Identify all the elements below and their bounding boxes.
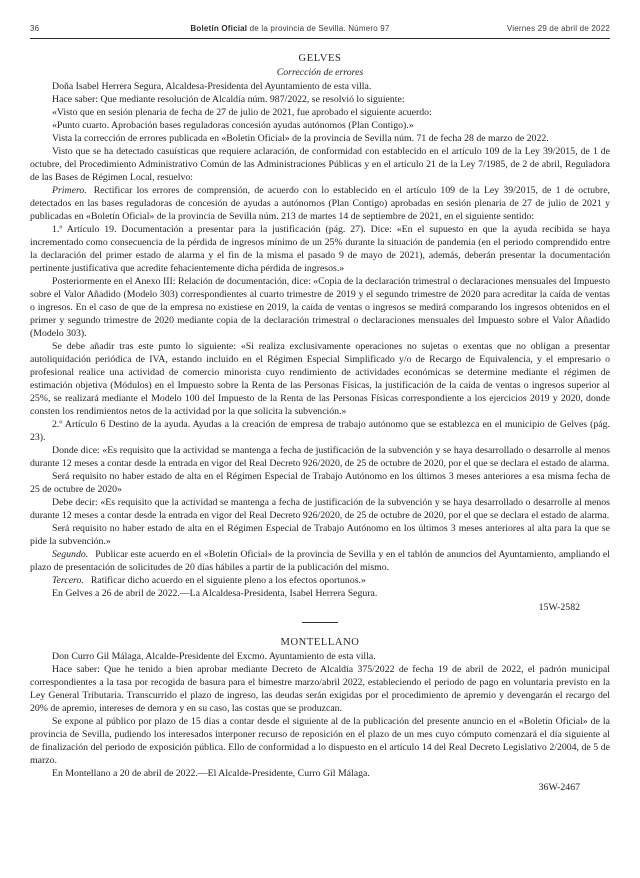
paragraph-text: Doña Isabel Herrera Segura, Alcaldesa-Presidenta del Ayuntamiento de esta villa.: [52, 81, 372, 92]
paragraph: [30, 522, 610, 548]
paragraph-text: Posteriormente en el Anexo III: Relación de documentación, dice: «Copia de la declaración trimestral o declaraciones mensuales del Impuesto sobre el Valor Añadido (Modelo 303) correspondientes al cuarto trimestre de 2019 y el segundo trimestre de 2020 para acreditar la caída de ventas o ingresos. En el caso de que de la empresa no existiese en 2019, la caída de ventas o ingresos se medirá comparando los ingresos obtenidos en el primer y segundo trimestre de 2020 mediante copia de la declaración trimestral o declaraciones mensuales del Impuesto sobre el Valor Añadido (Modelo 303).: [30, 276, 610, 339]
paragraph-text: Hace saber: Que he tenido a bien aprobar mediante Decreto de Alcaldía 375/2022 de fecha 19 de abril de 2022, el padrón municipal correspondientes a la tasa por recogida de basura para el bimestre marzo/abril 2022, estableciendo el periodo de pago en voluntaria previsto en la Ley General Tributaria. Transcurrido el plazo de ingreso, las deudas serán exigidas por el procedimiento de apremio y devengarán el recargo del 20% de apremio, intereses de demora y en su caso, las costas que se produzcan.: [30, 664, 610, 714]
paragraph: [30, 275, 610, 340]
paragraph: [30, 470, 610, 496]
paragraph: [30, 340, 610, 418]
paragraph-lead: Segundo.: [52, 549, 89, 560]
gelves-section-title: GELVES: [298, 53, 342, 64]
paragraph: [30, 574, 610, 587]
gelves-section-subtitle: Corrección de errores: [276, 67, 364, 78]
paragraph-text: Será requisito no haber estado de alta en el Régimen Especial de Trabajo Autónomo en los últimos 3 meses anteriores a esa misma fecha de 25 de octubre de 2020»: [30, 471, 610, 495]
paragraph: [30, 132, 610, 145]
bulletin-title: [120, 24, 460, 33]
paragraph: [30, 496, 610, 522]
paragraph-text: Rectificar los errores de comprensión, de acuerdo con lo establecido en el artículo 109 de la Ley 39/2015, de 1 de octubre, detectados en las bases reguladoras de concesión de ayudas a autónomos (Plan Contigo) aprobadas en sesión plenaria de 27 de julio de 2021 y publicadas en «Boletín Oficial» de la provincia de Sevilla núm. 213 de martes 14 de septiembre de 2021, en el siguiente sentido:: [30, 185, 610, 222]
paragraph: [30, 767, 610, 780]
paragraph: [30, 548, 610, 574]
section-divider: [302, 622, 338, 623]
montellano-body: [30, 650, 610, 780]
gelves-doc-code: 15W-2582: [538, 602, 580, 613]
page-header: [30, 24, 610, 33]
paragraph-text: Don Curro Gil Málaga, Alcalde-Presidente del Excmo. Ayuntamiento de esta villa.: [52, 651, 376, 662]
paragraph-text: En Gelves a 26 de abril de 2022.—La Alcaldesa-Presidenta, Isabel Herrera Segura.: [52, 588, 378, 599]
paragraph-text: Publicar este acuerdo en el «Boletín Oficial» de la provincia de Sevilla y en el tablón de anuncios del Ayuntamiento, ampliando el plazo de presentación de solicitudes de 20 días hábiles a partir de la publicación del mismo.: [30, 549, 610, 573]
paragraph: [30, 650, 610, 663]
paragraph-text: 2.º Artículo 6 Destino de la ayuda. Ayudas a la creación de empresa de trabajo autónomo que se establezca en el municipio de Gelves (pág. 23).: [30, 419, 610, 443]
bulletin-issue: de la provincia de Sevilla. Número 97: [249, 24, 390, 33]
paragraph-text: Se expone al público por plazo de 15 días a contar desde el siguiente al de la publicación del presente anuncio en el «Boletín Oficial» de la provincia de Sevilla, pudiendo los interesados interponer recurso de reposición en el plazo de un mes cuyo cómputo comenzará el día siguiente al de finalización del periodo de exposición pública. Ello de conformidad a lo dispuesto en el artículo 14 del Real Decreto Legislativo 2/2004, de 5 de marzo.: [30, 716, 610, 766]
paragraph: [30, 106, 610, 119]
page-number: 36: [30, 24, 40, 33]
issue-date: Viernes 29 de abril de 2022: [506, 24, 610, 33]
section-gelves: [30, 53, 610, 614]
paragraph: [30, 587, 610, 600]
paragraph: [30, 418, 610, 444]
paragraph: [30, 715, 610, 767]
paragraph-text: Vista la corrección de errores publicada en «Boletín Oficial» de la provincia de Sevilla núm. 71 de fecha 28 de marzo de 2022.: [52, 133, 549, 144]
paragraph-lead: Tercero.: [52, 575, 84, 586]
paragraph-text: Hace saber: Que mediante resolución de Alcaldía núm. 987/2022, se resolvió lo siguiente:: [52, 94, 405, 105]
section-montellano: [30, 637, 610, 794]
paragraph: [30, 184, 610, 223]
gelves-body: [30, 80, 610, 600]
paragraph: [30, 145, 610, 184]
paragraph-text: Visto que se ha detectado casuísticas que requiere aclaración, de conformidad con establecido en el artículo 109 de la Ley 39/2015, de 1 de octubre, del Procedimiento Administrativo Común de las Administraciones Públicas y en el artículo 21 de la Ley 7/1985, de 2 de abril, Reguladora de las Bases de Régimen Local, resuelvo:: [30, 146, 610, 183]
paragraph-text: Ratificar dicho acuerdo en el siguiente pleno a los efectos oportunos.»: [90, 575, 366, 586]
bulletin-name: Boletín Oficial: [190, 24, 248, 33]
paragraph-text: En Montellano a 20 de abril de 2022.—El Alcalde-Presidente, Curro Gil Málaga.: [52, 768, 370, 779]
paragraph-lead: Primero.: [52, 185, 87, 196]
paragraph: [30, 119, 610, 132]
montellano-doc-code: 36W-2467: [538, 782, 580, 793]
paragraph-text: «Visto que en sesión plenaria de fecha de 27 de julio de 2021, fue aprobado el siguiente acuerdo:: [52, 107, 432, 118]
paragraph-text: Será requisito no haber estado de alta en el Régimen Especial de Trabajo Autónomo en los últimos 3 meses anteriores al alta para la que se pide la subvención.»: [30, 523, 610, 547]
paragraph-text: «Punto cuarto. Aprobación bases reguladoras concesión ayudas autónomos (Plan Contigo).»: [52, 120, 414, 131]
montellano-section-title: MONTELLANO: [280, 637, 360, 648]
paragraph-text: Se debe añadir tras este punto lo siguiente: «Si realiza exclusivamente operaciones no sujetas o exentas que no obligan a presentar autoliquidación periódica de IVA, estando incluido en el Régimen Especial Simplificado y/o de Recargo de Equivalencia, y el empresario o profesional realice una actividad de comercio minorista cuyo rendimiento de actividades económicas se determine mediante el régimen de estimación objetiva (Módulos) en el Impuesto sobre la Renta de las Personas Físicas, la justificación de la caída de ventas o ingresos superior al 25%, se realizará mediante el Modelo 100 del Impuesto de la Renta de las Personas Físicas correspondiente a los ejercicios 2019 y 2020, donde consten los rendimientos netos de la actividad por la que solicita la subvención.»: [30, 341, 610, 417]
paragraph-text: Donde dice: «Es requisito que la actividad se mantenga a fecha de justificación de la subvención y se haya desarrollado o desarrolle al menos durante 12 meses a contar desde la entrada en vigor del Real Decreto 926/2020, de 25 de octubre de 2020, por el que se declara el estado de alarma.: [30, 445, 610, 469]
paragraph: [30, 223, 610, 275]
paragraph-text: Debe decir: «Es requisito que la actividad se mantenga a fecha de justificación de la subvención y se haya desarrollado o desarrolle al menos durante 12 meses a contar desde la entrada en vigor del Real Decreto 926/2020, de 25 de octubre de 2020, por el que se declara el estado de alarma.: [30, 497, 610, 521]
paragraph: [30, 663, 610, 715]
paragraph: [30, 80, 610, 93]
paragraph: [30, 444, 610, 470]
paragraph-text: 1.º Artículo 19. Documentación a presentar para la justificación (pág. 27). Dice: «En el supuesto en que la ayuda recibida se haya incrementado como consecuencia de la pérdida de ingresos mínimo de un 25% durante la situación de pandemia (en el periodo comprendido entre la declaración del primer estado de alarma y el fin de la misma el pasado 9 de mayo de 2021), además, deberán presentar la documentación pertinente justificativa que acredite fehacientemente dicha pérdida de ingresos.»: [30, 224, 610, 274]
header-rule: [30, 38, 610, 39]
paragraph: [30, 93, 610, 106]
